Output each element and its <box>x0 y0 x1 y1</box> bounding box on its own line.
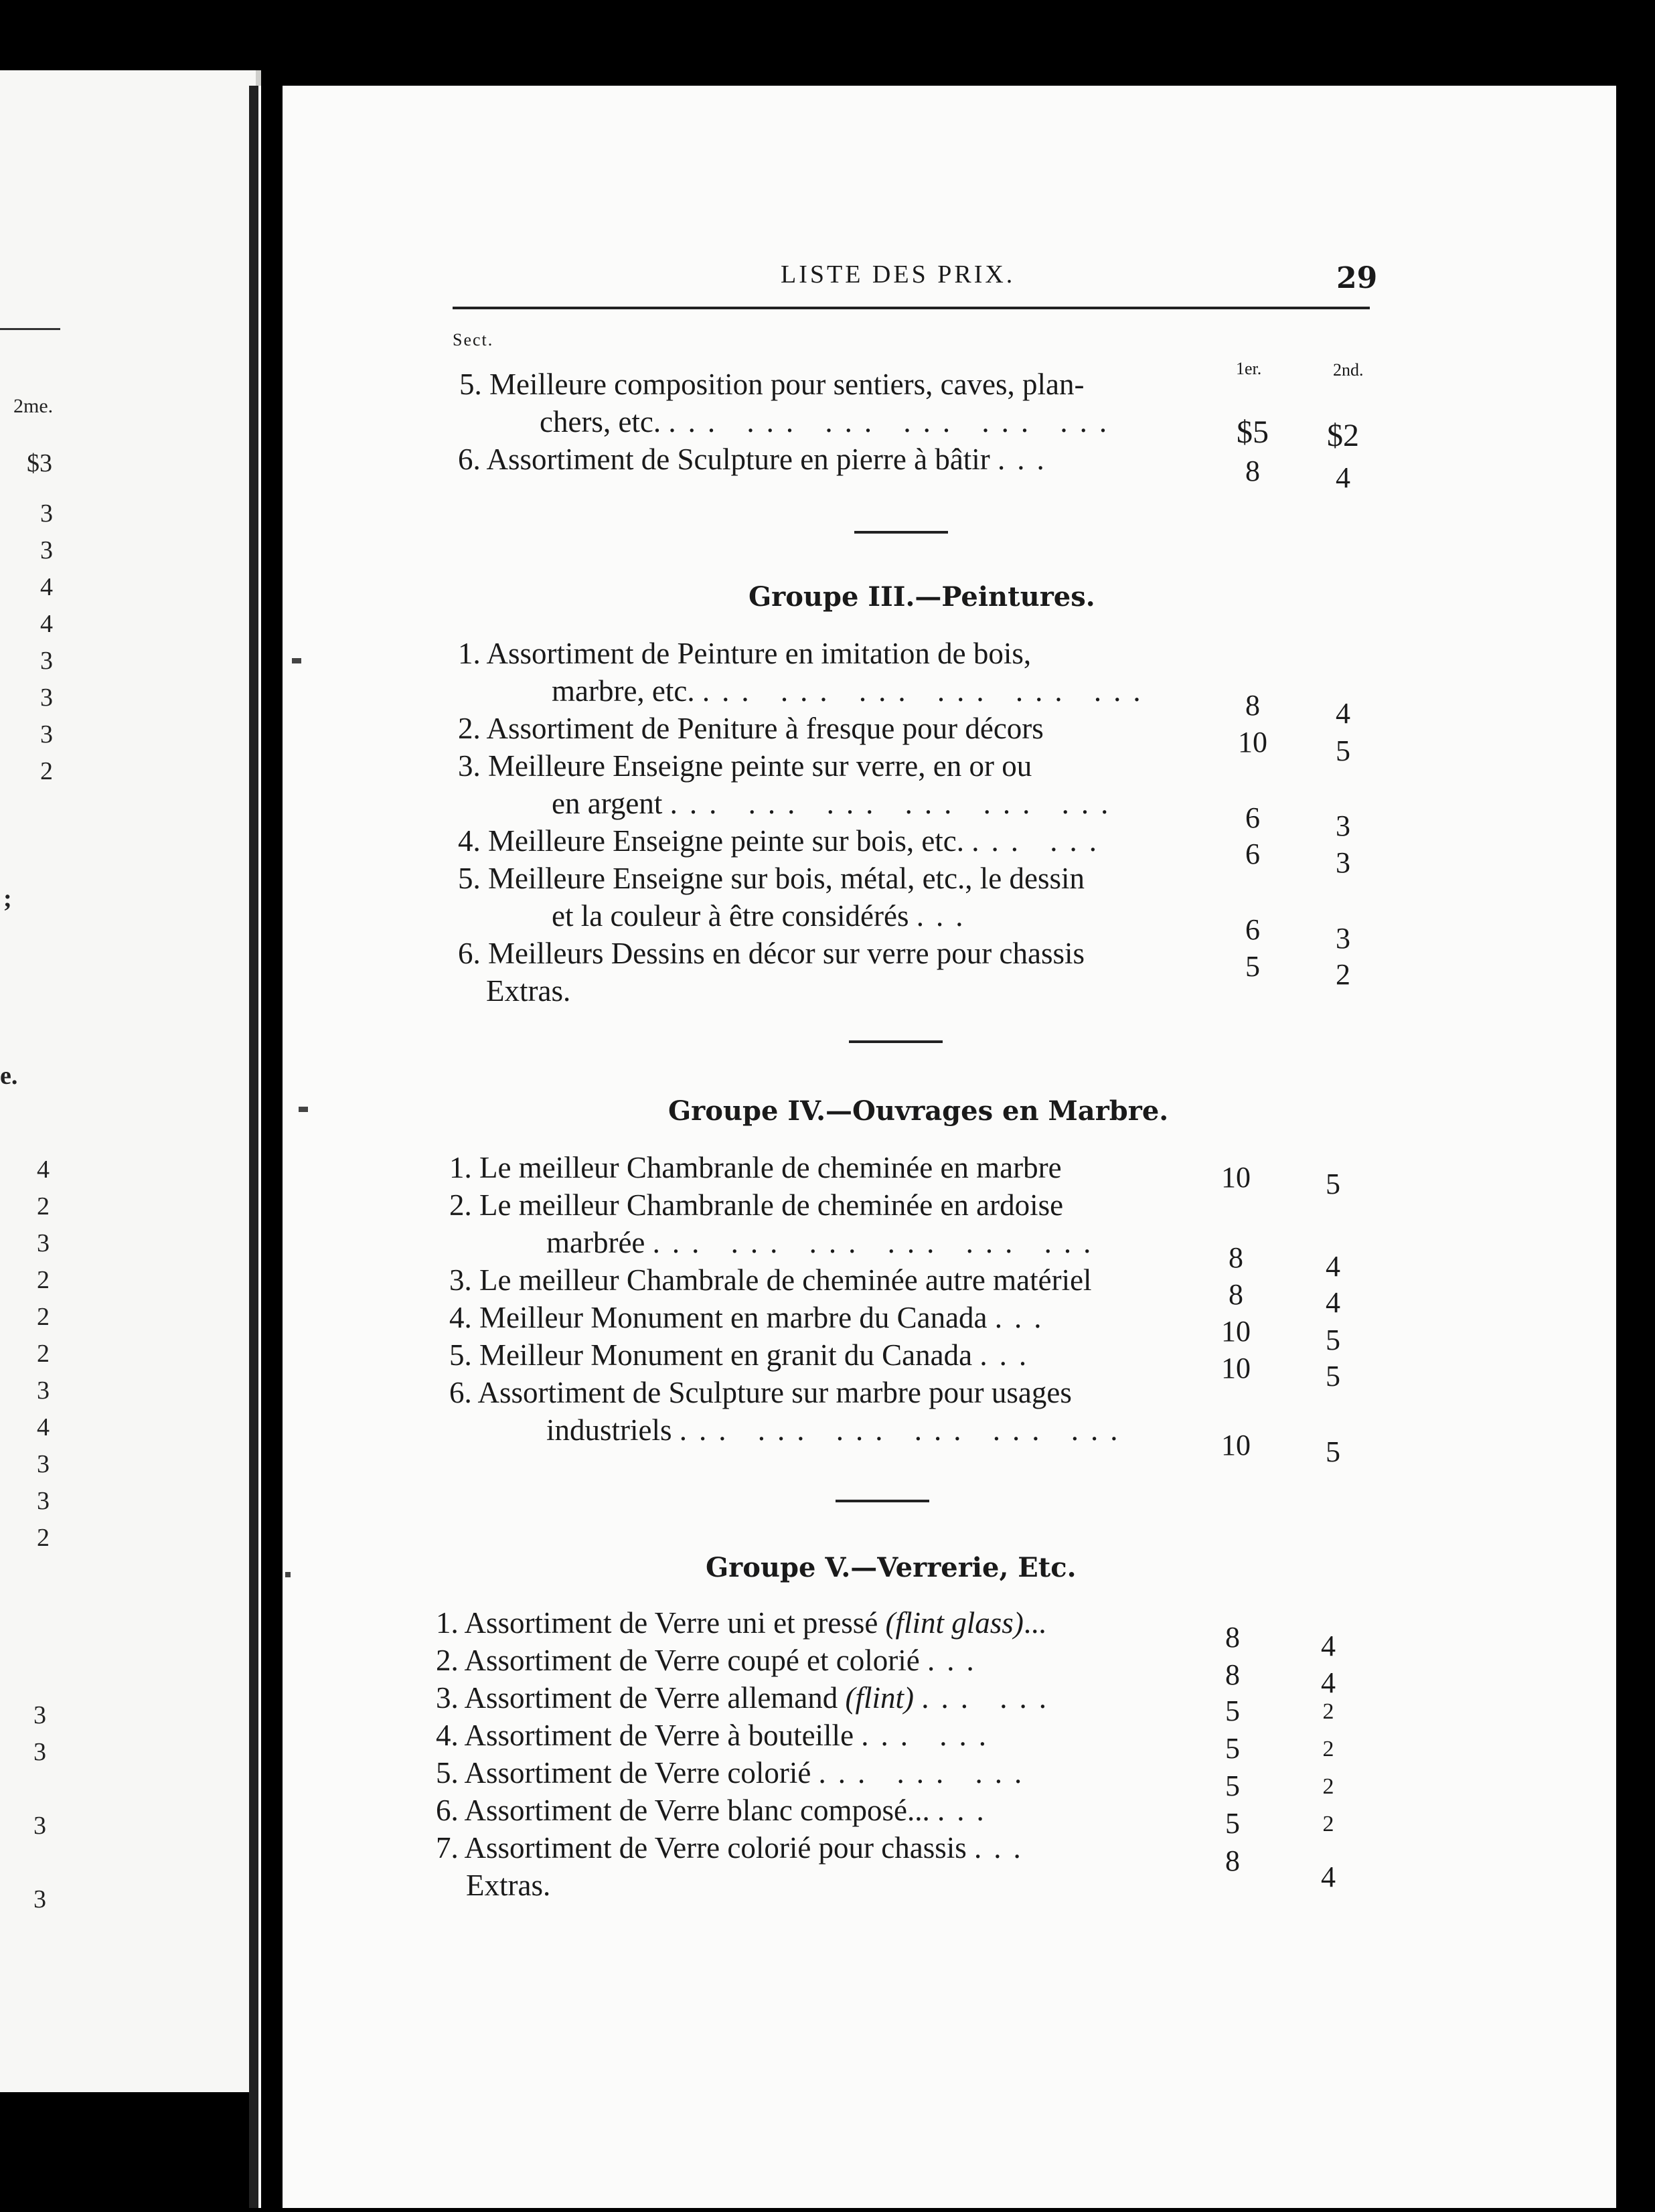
first-prize-value: 6 <box>1245 913 1260 946</box>
group-heading: Groupe IV.—Ouvrages en Marbre. <box>668 1095 1169 1127</box>
item-text: Meilleurs Dessins en décor sur verre pour chassis <box>488 937 1085 970</box>
list-item-continuation <box>466 1867 550 1904</box>
list-item <box>458 747 1032 785</box>
item-text: Meilleure Enseigne peinte sur bois, etc. <box>488 824 965 858</box>
list-item <box>436 1792 996 1829</box>
item-number: 5. <box>459 368 482 401</box>
section-divider <box>836 1500 929 1502</box>
item-number: 1. <box>436 1606 459 1640</box>
item-text: Assortiment de Sculpture en pierre à bâtir <box>486 443 990 476</box>
list-item <box>458 935 1085 972</box>
list-item <box>436 1829 1033 1867</box>
first-prize-value: $5 <box>1237 414 1269 450</box>
list-item <box>436 1679 1058 1717</box>
list-item <box>449 1149 1062 1186</box>
left-page-value: 3 <box>37 1450 50 1478</box>
running-title: LISTE DES PRIX. <box>781 260 1016 289</box>
item-number: 4. <box>449 1301 472 1334</box>
item-number: 3. <box>436 1681 459 1715</box>
second-prize-value: 5 <box>1326 1435 1340 1468</box>
first-prize-value: 5 <box>1225 1732 1240 1765</box>
item-number: 1. <box>458 637 481 670</box>
item-number: 2. <box>458 712 481 745</box>
list-item-continuation <box>552 897 975 935</box>
leader-dots: ... ... <box>971 824 1109 858</box>
left-page-value: 3 <box>40 720 53 748</box>
leader-dots: ... <box>979 1338 1039 1372</box>
first-prize-value: 5 <box>1225 1807 1240 1840</box>
second-prize-value: 4 <box>1321 1861 1336 1893</box>
second-prize-value: 3 <box>1336 846 1350 879</box>
item-text: Assortiment de Verre colorié pour chassis <box>464 1831 967 1865</box>
sect-label: Sect. <box>453 330 494 349</box>
page <box>249 86 1616 2208</box>
item-number: 5. <box>436 1756 459 1790</box>
item-number: 4. <box>436 1719 459 1752</box>
item-text: Assortiment de Sculpture sur marbre pour usages <box>477 1376 1072 1409</box>
item-number: 6. <box>436 1794 459 1827</box>
page-number: 29 <box>1336 261 1378 295</box>
section-divider <box>854 531 948 534</box>
leader-dots: ... <box>994 1301 1054 1334</box>
list-item <box>459 366 1085 403</box>
item-text: Extras. <box>466 1869 551 1902</box>
group-heading: Groupe III.—Peintures. <box>748 581 1095 613</box>
book-spine-shadow <box>261 0 283 2212</box>
first-prize-value: 5 <box>1225 1694 1240 1727</box>
item-text: Assortiment de Verre coupé et colorié <box>464 1644 920 1677</box>
first-prize-value: 8 <box>1225 1621 1240 1654</box>
leader-dots: ... ... ... ... ... ... <box>669 787 1121 820</box>
second-prize-value: 5 <box>1326 1324 1340 1356</box>
item-text-italic: (flint glass) <box>885 1606 1024 1640</box>
leader-dots: ... ... ... ... ... ... <box>679 1413 1130 1447</box>
left-page-value: 3 <box>37 1376 50 1405</box>
first-prize-value: 6 <box>1245 801 1260 834</box>
item-text: industriels <box>546 1413 672 1447</box>
item-text: Meilleure Enseigne sur bois, métal, etc., le dessin <box>488 862 1085 895</box>
item-number: 3. <box>449 1263 472 1297</box>
left-page-value: 3 <box>40 499 53 528</box>
left-page-rule <box>0 328 60 330</box>
section-divider <box>849 1040 943 1043</box>
leader-dots: ... ... <box>861 1719 999 1752</box>
left-page-value: 3 <box>33 1885 46 1913</box>
list-item-continuation <box>546 1411 1130 1449</box>
left-page-value: 4 <box>37 1413 50 1441</box>
item-text: et la couleur à être considérés <box>552 899 909 933</box>
item-number: 6. <box>449 1376 472 1409</box>
left-page-value: 2 <box>40 757 53 785</box>
list-item <box>458 710 1044 747</box>
item-text: marbre, etc. <box>552 674 695 708</box>
list-item-continuation <box>552 785 1120 822</box>
first-prize-value: 8 <box>1225 1844 1240 1877</box>
second-prize-value: 4 <box>1326 1250 1340 1283</box>
item-text: marbrée <box>546 1226 645 1259</box>
list-item <box>458 635 1031 672</box>
list-item <box>436 1604 1046 1642</box>
second-prize-value: 2 <box>1322 1699 1334 1724</box>
item-text: Meilleure composition pour sentiers, caves, plan- <box>489 368 1085 401</box>
leader-dots: ... <box>998 443 1056 476</box>
item-number: 2. <box>436 1644 459 1677</box>
item-number: 6. <box>458 937 481 970</box>
item-text: Assortiment de Verre à bouteille <box>464 1719 854 1752</box>
second-prize-value: 4 <box>1326 1286 1340 1319</box>
left-page-value: 2 <box>37 1524 50 1552</box>
previous-page-fragment <box>0 70 261 2092</box>
left-page-value: 2 <box>37 1303 50 1331</box>
margin-mark <box>285 1572 291 1577</box>
first-prize-value: 10 <box>1221 1352 1251 1385</box>
item-text: Assortiment de Peniture à fresque pour décors <box>486 712 1044 745</box>
left-page-value: 3 <box>40 536 53 564</box>
margin-mark <box>299 1107 308 1112</box>
first-prize-value: 10 <box>1221 1315 1251 1348</box>
leader-dots: ... <box>974 1831 1033 1865</box>
left-page-value: 3 <box>37 1229 50 1257</box>
item-number: 5. <box>458 862 481 895</box>
first-prize-value: 5 <box>1225 1769 1240 1802</box>
leader-dots: ... <box>937 1794 996 1827</box>
list-item <box>449 1299 1054 1336</box>
item-number: 4. <box>458 824 481 858</box>
left-page-value: 2 <box>37 1192 50 1220</box>
second-prize-value: 2 <box>1322 1774 1334 1799</box>
item-number: 1. <box>449 1151 472 1184</box>
list-item <box>449 1186 1063 1224</box>
item-text: Assortiment de Verre colorié <box>464 1756 811 1790</box>
list-item <box>458 822 1109 860</box>
list-item <box>449 1261 1092 1299</box>
second-prize-value: 4 <box>1321 1630 1336 1662</box>
first-prize-value: 8 <box>1225 1658 1240 1691</box>
list-item <box>449 1336 1038 1374</box>
second-prize-value: 2 <box>1336 958 1350 991</box>
first-prize-value: 10 <box>1238 726 1267 759</box>
list-item <box>449 1374 1072 1411</box>
second-prize-value: 4 <box>1336 697 1350 730</box>
first-prize-value: 5 <box>1245 950 1260 983</box>
leader-dots: ... ... ... ... ... ... <box>668 405 1119 439</box>
left-page-value: 3 <box>33 1738 46 1766</box>
item-text: Extras. <box>486 974 571 1008</box>
item-text: Assortiment de Verre uni et pressé <box>464 1606 878 1640</box>
second-prize-value: 5 <box>1326 1360 1340 1393</box>
first-prize-value: 10 <box>1221 1161 1251 1194</box>
leader-dots: ... <box>916 899 975 933</box>
item-text-italic: (flint) <box>845 1681 915 1715</box>
list-item-continuation <box>486 972 570 1010</box>
first-prize-value: 10 <box>1221 1429 1251 1462</box>
left-page-value: 4 <box>40 610 53 638</box>
second-prize-value: 5 <box>1326 1168 1340 1200</box>
list-item <box>436 1717 998 1754</box>
margin-mark <box>292 658 301 663</box>
left-page-value: $3 <box>27 449 52 477</box>
left-page-column-header: 2me. <box>13 395 54 417</box>
item-text: en argent <box>552 787 663 820</box>
list-item <box>436 1754 1034 1792</box>
left-page-value: 2 <box>37 1340 50 1368</box>
second-prize-header: 2nd. <box>1333 360 1364 380</box>
left-page-value: 4 <box>40 573 53 601</box>
second-prize-value: 4 <box>1336 461 1350 494</box>
item-number: 6. <box>458 443 481 476</box>
item-text: Meilleur Monument en granit du Canada <box>479 1338 973 1372</box>
leader-dots: ... ... ... ... ... ... <box>702 674 1153 708</box>
list-item <box>458 860 1085 897</box>
leader-dots: ... <box>1023 1606 1046 1640</box>
list-item <box>436 1642 986 1679</box>
second-prize-value: 5 <box>1336 734 1350 767</box>
first-prize-value: 6 <box>1245 838 1260 870</box>
item-text: Le meilleur Chambranle de cheminée en marbre <box>479 1151 1062 1184</box>
list-item-continuation <box>540 403 1119 441</box>
item-text: Le meilleur Chambrale de cheminée autre matériel <box>479 1263 1092 1297</box>
header-rule <box>453 307 1370 309</box>
leader-dots: ... ... <box>921 1681 1059 1715</box>
left-page-mark: ; <box>3 884 12 913</box>
first-prize-header: 1er. <box>1236 359 1262 378</box>
left-page-value: 3 <box>40 684 53 712</box>
item-number: 2. <box>449 1188 472 1222</box>
list-item-continuation <box>546 1224 1103 1261</box>
item-text: Meilleure Enseigne peinte sur verre, en or ou <box>488 749 1032 783</box>
second-prize-value: 2 <box>1322 1737 1334 1761</box>
left-page-value: 4 <box>37 1156 50 1184</box>
item-number: 5. <box>449 1338 472 1372</box>
second-prize-value: 2 <box>1322 1812 1334 1836</box>
item-text: Assortiment de Verre allemand <box>464 1681 838 1715</box>
list-item <box>458 441 1056 478</box>
second-prize-value: 4 <box>1321 1666 1336 1699</box>
item-text: chers, etc. <box>540 405 661 439</box>
item-number: 3. <box>458 749 481 783</box>
second-prize-value: 3 <box>1336 922 1350 955</box>
first-prize-value: 8 <box>1245 689 1260 722</box>
left-page-value: 3 <box>37 1487 50 1515</box>
item-text: Assortiment de Verre blanc composé... <box>464 1794 930 1827</box>
left-page-value: 3 <box>33 1812 46 1840</box>
left-page-value: 2 <box>37 1266 50 1294</box>
item-text: Meilleur Monument en marbre du Canada <box>479 1301 988 1334</box>
second-prize-value: 3 <box>1336 809 1350 842</box>
second-prize-value: $2 <box>1327 418 1359 453</box>
group-heading: Groupe V.—Verrerie, Etc. <box>706 1552 1077 1583</box>
leader-dots: ... ... ... <box>818 1756 1034 1790</box>
left-page-mark: e. <box>0 1062 18 1090</box>
item-number: 7. <box>436 1831 459 1865</box>
item-text: Le meilleur Chambranle de cheminée en ardoise <box>479 1188 1064 1222</box>
first-prize-value: 8 <box>1245 455 1260 487</box>
list-item-continuation <box>552 672 1153 710</box>
left-page-value: 3 <box>40 647 53 675</box>
first-prize-value: 8 <box>1229 1241 1243 1274</box>
left-page-value: 3 <box>33 1701 46 1729</box>
leader-dots: ... ... ... ... ... ... <box>652 1226 1103 1259</box>
leader-dots: ... <box>927 1644 986 1677</box>
first-prize-value: 8 <box>1229 1278 1243 1311</box>
item-text: Assortiment de Peinture en imitation de bois, <box>486 637 1032 670</box>
